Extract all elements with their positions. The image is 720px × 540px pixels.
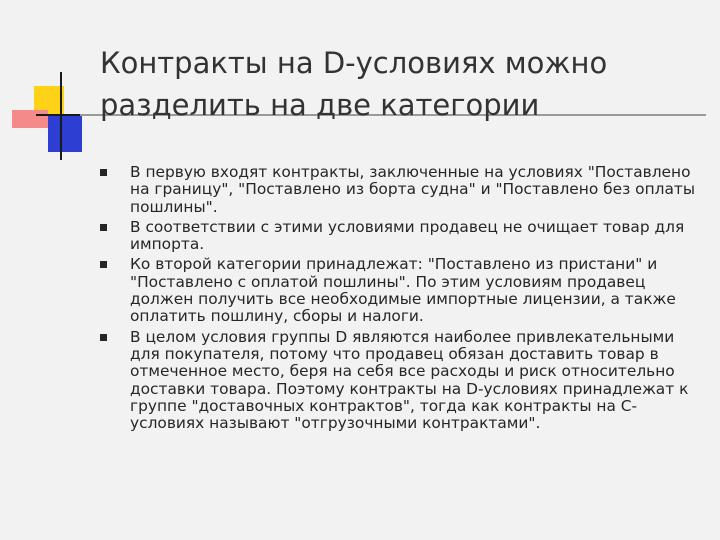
logo-vertical-line xyxy=(60,72,62,160)
square-bullet-icon xyxy=(100,261,107,268)
bullet-text: В первую входят контракты, заключенные на условиях "Поставлено на границу", "Поставлено из борта судна" и "Поставлено без оплаты пошлины". xyxy=(130,163,696,216)
bullet-text: В целом условия группы D являются наиболее привлекательными для покупателя, потому что продавец обязан доставить товар в отмеченное место, беря на себя все расходы и риск относительно доставки товара. Поэтому контракты на D-условиях принадлежат к группе "доставочных контрактов", тогда как контракты на C-условиях называют "отгрузочными контрактами". xyxy=(130,327,689,433)
bullet-item xyxy=(100,219,700,254)
bullet-item xyxy=(100,164,700,216)
bullet-list xyxy=(100,164,700,435)
bullet-item xyxy=(100,329,700,433)
bullet-text: Ко второй категории принадлежат: "Поставлено из пристани" и "Поставлено с оплатой пошлины". По этим условиям продавец должен получить все необходимые импортные лицензии, а также оплатить пошлину, сборы и налоги. xyxy=(130,255,676,326)
square-bullet-icon xyxy=(100,334,107,341)
square-bullet-icon xyxy=(100,224,107,231)
slide-title-line: разделить на две категории xyxy=(100,88,540,122)
square-bullet-icon xyxy=(100,169,107,176)
slide-title-line: Контракты на D-условиях можно xyxy=(100,46,608,80)
bullet-text: В соответствии с этими условиями продавец не очищает товар для импорта. xyxy=(130,217,685,254)
logo-red-block xyxy=(12,110,48,128)
bullet-item xyxy=(100,256,700,325)
slide-title xyxy=(100,42,700,126)
logo-blue-block xyxy=(48,116,82,152)
logo-horizontal-line xyxy=(36,114,80,116)
